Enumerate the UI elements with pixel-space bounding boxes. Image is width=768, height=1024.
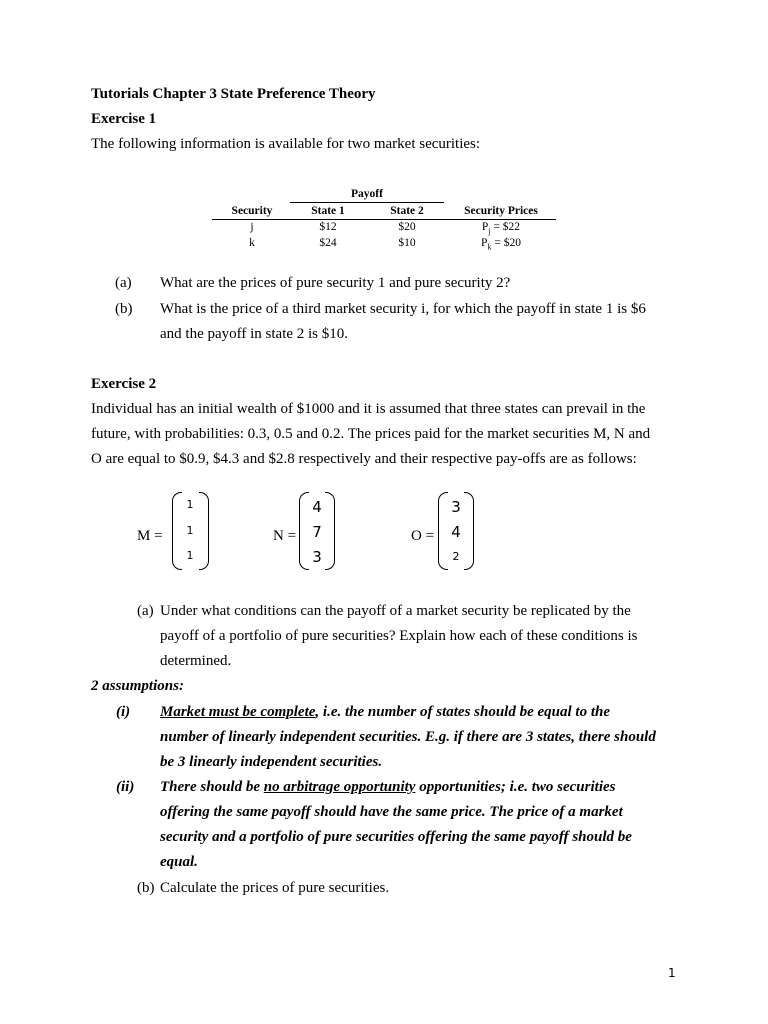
assumption-ii-label: (ii) — [116, 779, 135, 795]
table-header-state2: State 2 — [390, 205, 424, 217]
part-a-label: (a) — [137, 603, 154, 619]
assumption-ii-line2: offering the same payoff should have the same price. The price of a market — [160, 804, 623, 820]
part-b-text: Calculate the prices of pure securities. — [160, 880, 390, 896]
question-a-text: What are the prices of pure security 1 and pure security 2? — [160, 275, 511, 291]
assumption-i-label: (i) — [116, 704, 131, 720]
table-row-k-price: $P_k$ = $20 — [481, 237, 521, 252]
assumption-ii-line3: security and a portfolio of pure securities offering the same payoff should be — [160, 829, 632, 845]
matrix-m-value-2: 1 — [186, 524, 194, 537]
question-b-label: (b) — [115, 301, 133, 317]
table-group-header: Payoff — [351, 188, 383, 200]
question-b-line1: What is the price of a third market security i, for which the payoff in state 1 is $6 — [160, 301, 646, 317]
exercise2-intro-line2: future, with probabilities: 0.3, 0.5 and 0.2. The prices paid for the market securities M, N and — [91, 426, 651, 442]
matrix-m-value-3: 1 — [186, 549, 194, 562]
assumption-i-line3: be 3 linearly independent securities. — [160, 754, 383, 770]
matrix-o-value-3: 2 — [452, 550, 460, 563]
matrix-n-value-2: 7 — [312, 523, 322, 541]
question-a-label: (a) — [115, 275, 132, 291]
matrix-o-value-2: 4 — [451, 523, 461, 541]
assumption-ii-line1: There should be no arbitrage opportunity opportunities; i.e. two securities — [160, 779, 616, 795]
page-number: 1 — [668, 966, 676, 980]
payoff-table — [210, 186, 556, 254]
part-a-line2: payoff of a portfolio of pure securities? Explain how each of these conditions is — [160, 628, 638, 644]
table-row-j-price: $P_j$ = $22 — [481, 221, 521, 236]
table-row-j-security: j — [250, 221, 254, 233]
exercise2-intro-line1: Individual has an initial wealth of $1000 and it is assumed that three states can prevail in the — [91, 401, 646, 417]
exercise2-heading: Exercise 2 — [91, 376, 157, 392]
matrix-m-label: M = — [137, 528, 163, 544]
part-b-label: (b) — [137, 880, 155, 896]
exercise1-intro: The following information is available for two market securities: — [91, 136, 481, 152]
matrix-n-value-3: 3 — [312, 548, 322, 566]
table-row-k-security: k — [249, 237, 255, 249]
table-row-k-state1: $24 — [319, 237, 337, 249]
exercise2-intro-line3: O are equal to $0.9, $4.3 and $2.8 respectively and their respective pay-offs are as follows: — [91, 451, 637, 467]
table-header-state1: State 1 — [311, 205, 345, 217]
assumptions-heading: 2 assumptions: — [91, 678, 184, 694]
table-header-security: Security — [231, 205, 273, 217]
exercise1-heading: Exercise 1 — [91, 111, 157, 127]
page-title: Tutorials Chapter 3 State Preference Theory — [91, 86, 376, 102]
part-a-line1: Under what conditions can the payoff of a market security be replicated by the — [160, 603, 631, 619]
matrix-o-label: O = — [411, 528, 435, 544]
matrix-n-value-1: 4 — [312, 498, 322, 516]
assumption-ii-line4: equal. — [160, 854, 198, 870]
assumption-i-line2: number of linearly independent securities. E.g. if there are 3 states, there should — [160, 729, 656, 745]
table-header-prices: Security Prices — [464, 205, 538, 217]
table-row-k-state2: $10 — [398, 237, 416, 249]
table-row-j-state1: $12 — [319, 221, 337, 233]
table-row-j-state2: $20 — [398, 221, 416, 233]
assumption-i-emphasis: Market must be complete — [160, 704, 316, 720]
part-a-line3: determined. — [160, 653, 232, 669]
matrix-m-value-1: 1 — [186, 498, 194, 511]
matrix-o-value-1: 3 — [451, 498, 461, 516]
question-b-line2: and the payoff in state 2 is $10. — [160, 326, 349, 342]
assumption-ii-emphasis: no arbitrage opportunity — [263, 779, 416, 795]
assumption-i-line1: Market must be complete, i.e. the number of states should be equal to the — [160, 704, 611, 720]
matrix-n-label: N = — [273, 528, 297, 544]
matrix-m-right-bracket — [199, 492, 209, 570]
